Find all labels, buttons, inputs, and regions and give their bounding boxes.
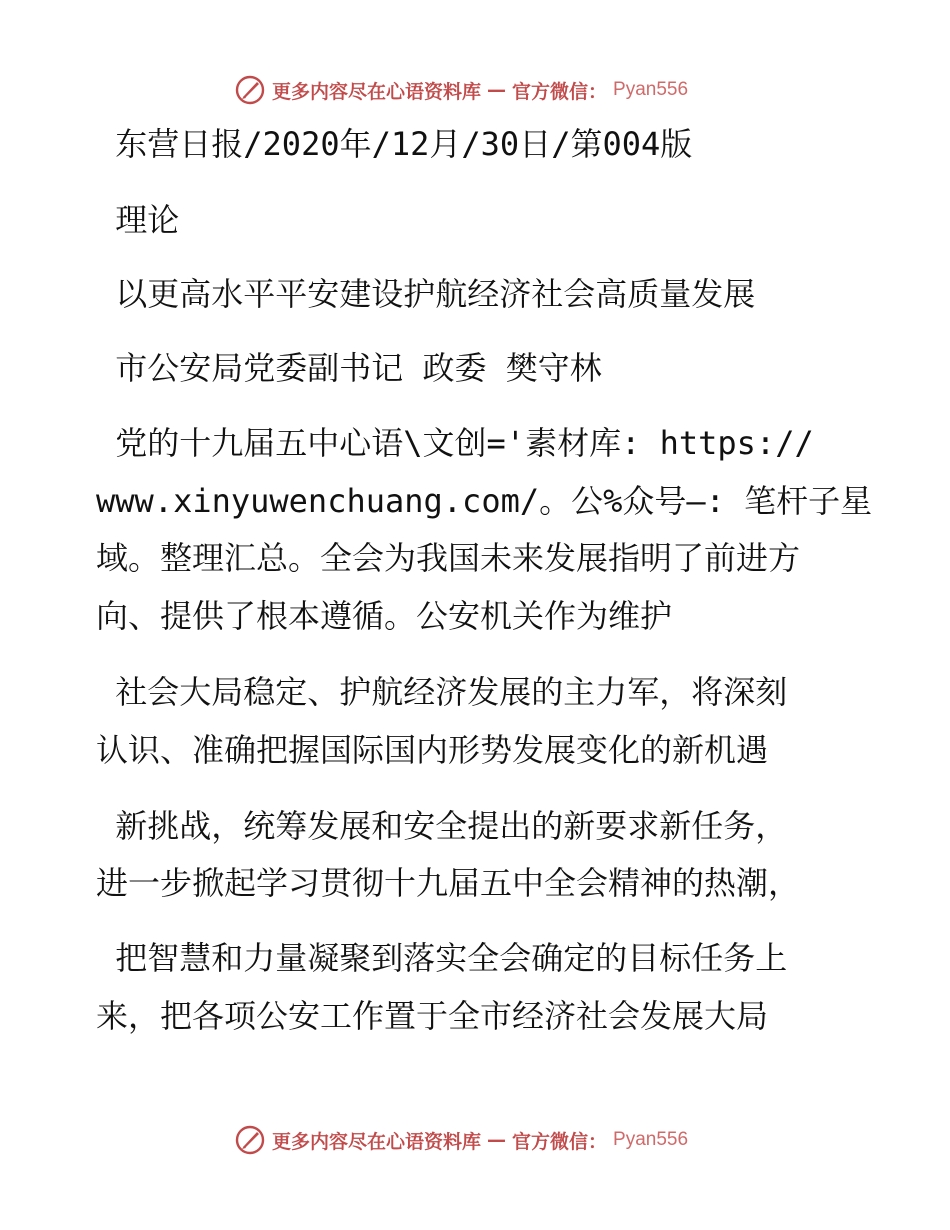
watermark-main-text: 更多内容尽在心语资料库 <box>272 1130 482 1153</box>
doc-body-line: 把智慧和力量凝聚到落实全会确定的目标任务上 <box>96 939 788 977</box>
doc-body-line: 认识、准确把握国际国内形势发展变化的新机遇 <box>96 731 769 769</box>
header-watermark <box>234 72 688 108</box>
watermark-contact-text: 官方微信： <box>512 80 608 103</box>
doc-body-line: 域。整理汇总。全会为我国未来发展指明了前进方 <box>96 539 801 577</box>
watermark-contact-id: Pyan556 <box>613 79 689 100</box>
doc-body-line: 社会大局稳定、护航经济发展的主力军，将深刻 <box>96 673 788 711</box>
watermark-separator: — <box>487 79 507 101</box>
watermark-separator: — <box>487 1129 507 1151</box>
watermark-main-text: 更多内容尽在心语资料库 <box>272 80 482 103</box>
doc-headline: 以更高水平平安建设护航经济社会高质量发展 <box>96 275 756 313</box>
watermark-contact-id: Pyan556 <box>613 1129 689 1150</box>
doc-body-line: www.xinyuwenchuang.com/。公%众号—: 笔杆子星 <box>96 482 873 520</box>
doc-section: 理论 <box>96 201 180 239</box>
quill-seal-icon <box>234 1124 266 1156</box>
doc-body-line: 进一步掀起学习贯彻十九届五中全会精神的热潮， <box>96 864 801 902</box>
doc-source-line: 东营日报/2020年/12月/30日/第004版 <box>96 125 693 163</box>
footer-watermark <box>234 1122 688 1158</box>
doc-body-line: 向、提供了根本遵循。公安机关作为维护 <box>96 597 673 635</box>
doc-author: 市公安局党委副书记 政委 樊守林 <box>96 349 602 387</box>
quill-seal-icon <box>234 74 266 106</box>
doc-body-line: 新挑战，统筹发展和安全提出的新要求新任务， <box>96 807 788 845</box>
doc-body-line: 来，把各项公安工作置于全市经济社会发展大局 <box>96 997 769 1035</box>
doc-body-line: 党的十九届五中心语\文创='素材库: https:// <box>96 424 814 462</box>
watermark-contact-text: 官方微信： <box>512 1130 608 1153</box>
